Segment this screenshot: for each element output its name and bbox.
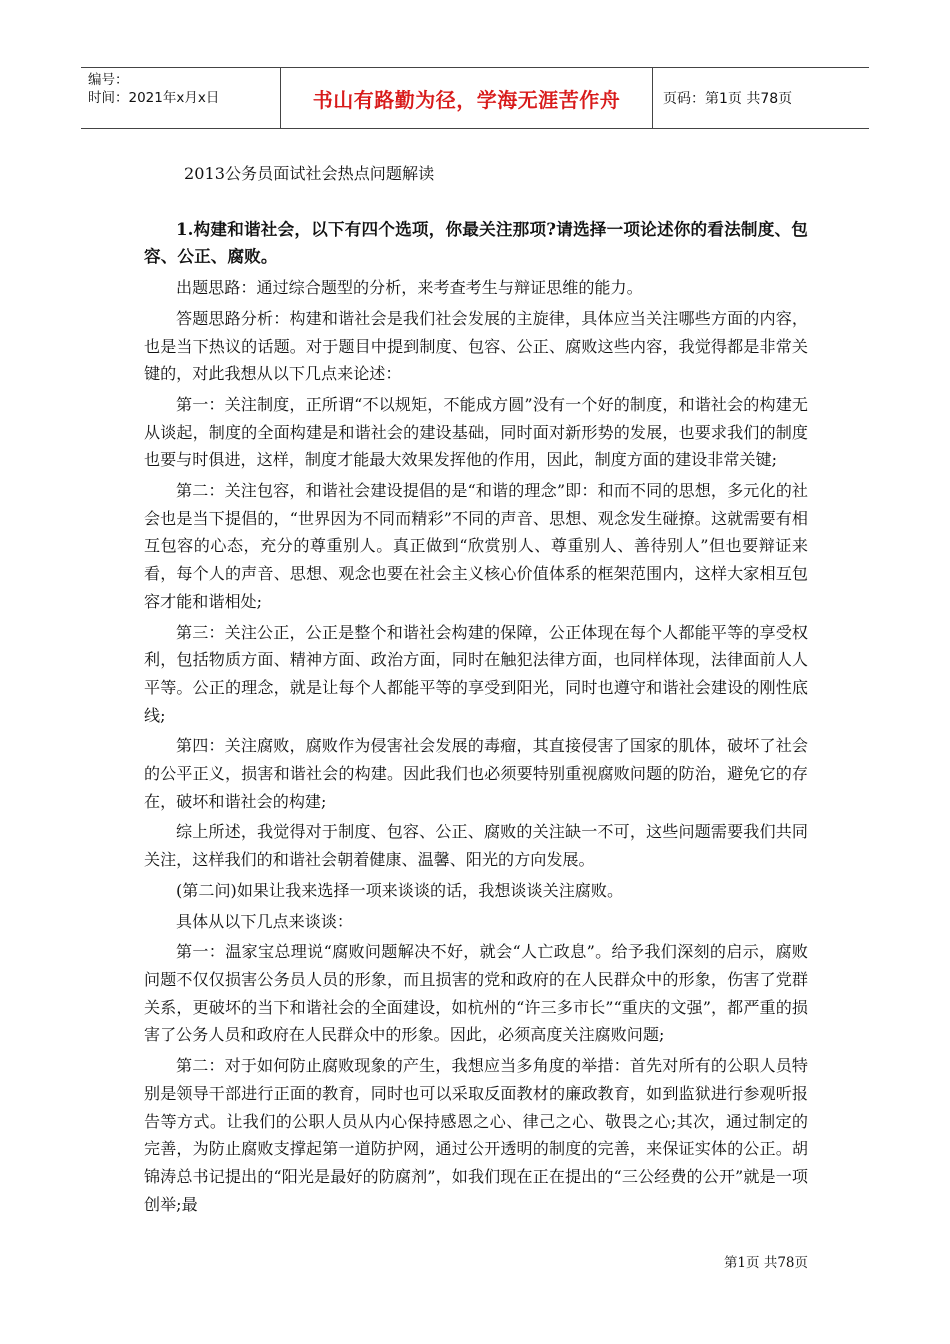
- paragraph: 第一：温家宝总理说“腐败问题解决不好，就会“人亡政息”。给予我们深刻的启示，腐败问题不仅仅损害公务员人员的形象，而且损害的党和政府的在人民群众中的形象，伤害了党群关系，更破坏的当下和谐社会的全面建设，如杭州的“许三多市长”“重庆的文强”，都严重的损害了公务人员和政府在人民群众中的形象。因此，必须高度关注腐败问题;: [144, 942, 808, 1045]
- paragraph: 答题思路分析：构建和谐社会是我们社会发展的主旋律，具体应当关注哪些方面的内容，也是当下热议的话题。对于题目中提到制度、包容、公正、腐败这些内容，我觉得都是非常关键的，对此我想从以下几点来论述：: [144, 308, 808, 384]
- header-motto: 书山有路勤为径，学海无涯苦作舟: [281, 68, 653, 128]
- page-header: [81, 67, 869, 129]
- paragraph: 第二：关注包容，和谐社会建设提倡的是“和谐的理念”即：和而不同的思想，多元化的社会也是当下提倡的，“世界因为不同而精彩”不同的声音、思想、观念发生碰撩。这就需要有相互包容的心态，充分的尊重别人。真正做到“欣赏别人、尊重别人、善待别人”但也要辩证来看，每个人的声音、思想、观念也要在社会主义核心价值体系的框架范围内，这样大家相互包容才能和谐相处;: [144, 481, 808, 611]
- document-number-label: 编号：: [88, 72, 129, 88]
- question-heading: 1.构建和谐社会，以下有四个选项，你最关注那项?请选择一项论述你的看法制度、包容、公正、腐败。: [144, 218, 808, 267]
- page-footer: 第1页 共78页: [723, 1255, 808, 1271]
- paragraph: (第二问)如果让我来选择一项来谈谈的话，我想谈谈关注腐败。: [176, 880, 624, 900]
- paragraph: 出题思路：通过综合题型的分析，来考查考生与辩证思维的能力。: [176, 278, 643, 298]
- paragraph: 综上所述，我觉得对于制度、包容、公正、腐败的关注缺一不可，这些问题需要我们共同关注，这样我们的和谐社会朝着健康、温馨、阳光的方向发展。: [144, 822, 808, 870]
- header-page-label: 页码：第1页 共78页: [663, 91, 793, 107]
- document-body: [144, 160, 808, 1221]
- header-meta: [81, 68, 281, 128]
- document-title: 2013公务员面试社会热点问题解读: [184, 164, 435, 183]
- paragraph: 第三：关注公正，公正是整个和谐社会构建的保障，公正体现在每个人都能平等的享受权利，包括物质方面、精神方面、政治方面，同时在触犯法律方面，也同样体现，法律面前人人平等。公正的理念，就是让每个人都能平等的享受到阳光，同时也遵守和谐社会建设的刚性底线;: [144, 622, 808, 725]
- paragraph: 第四：关注腐败，腐败作为侵害社会发展的毒瘤，其直接侵害了国家的肌体，破坏了社会的公平正义，损害和谐社会的构建。因此我们也必须要特别重视腐败问题的防治，避免它的存在，破坏和谐社会的构建;: [144, 736, 808, 811]
- paragraph: 第二：对于如何防止腐败现象的产生，我想应当多角度的举措：首先对所有的公职人员特别是领导干部进行正面的教育，同时也可以采取反面教材的廉政教育，如到监狱进行参观听报告等方式。让我们的公职人员从内心保持感恩之心、律己之心、敬畏之心;其次，通过制定的完善，为防止腐败支撑起第一道防护网，通过公开透明的制度的完善，来保证实体的公正。胡锦涛总书记提出的“阳光是最好的防腐剂”，如我们现在正在提出的“三公经费的公开”就是一项创举;最: [144, 1056, 808, 1214]
- paragraph: 具体从以下几点来谈谈：: [176, 911, 354, 931]
- document-time-label: 时间：2021年x月x日: [88, 90, 220, 106]
- paragraph: 第一：关注制度，正所谓“不以规矩，不能成方圆”没有一个好的制度，和谐社会的构建无从谈起，制度的全面构建是和谐社会的建设基础，同时面对新形势的发展，也要求我们的制度也要与时俱进，这样，制度才能最大效果发挥他的作用，因此，制度方面的建设非常关键;: [144, 394, 808, 470]
